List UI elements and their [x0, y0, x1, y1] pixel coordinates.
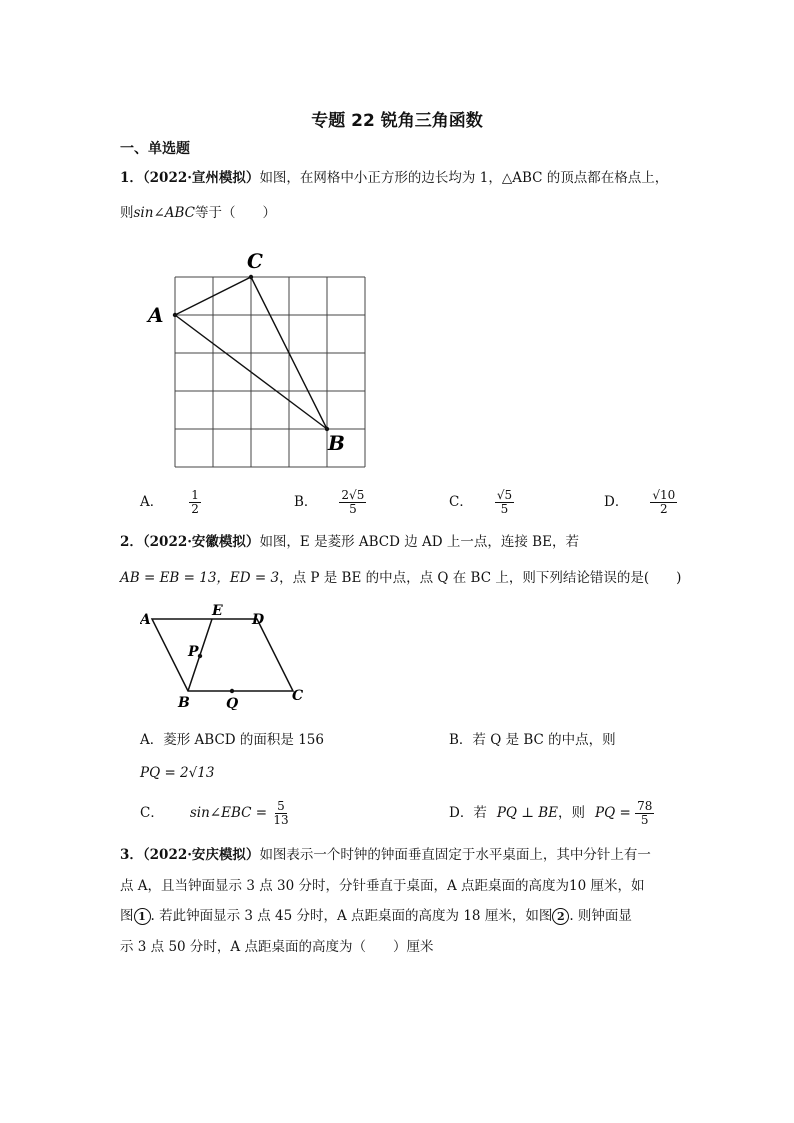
q3-text-3a: 图 — [120, 908, 134, 924]
q2-line2 — [120, 566, 681, 586]
q3-line3 — [120, 904, 632, 925]
option-fraction — [189, 489, 201, 516]
q2-rhombus-figure — [140, 600, 320, 710]
numerator: 5 — [277, 799, 285, 813]
label-c: C — [292, 688, 304, 704]
denominator: 5 — [500, 502, 509, 516]
q2-source: （2022·安徽模拟） — [142, 534, 260, 550]
q1-text: 如图，在网格中小正方形的边长均为 1，△ABC 的顶点都在格点上， — [259, 170, 669, 186]
q2-option-b[interactable]: B．若 Q 是 BC 的中点，则 — [449, 732, 616, 748]
label-c: C — [247, 249, 263, 273]
q2-text: 如图，E 是菱形 ABCD 边 AD 上一点，连接 BE，若 — [259, 534, 579, 550]
q2-line1 — [120, 530, 579, 550]
option-c-fraction — [271, 800, 290, 827]
option-fraction — [339, 489, 366, 516]
q3-text-3c: . 则钟面显 — [569, 908, 632, 924]
q3-line1 — [120, 843, 651, 863]
option-fraction — [650, 489, 677, 516]
numerator: 78 — [637, 799, 653, 813]
label-q: Q — [226, 696, 239, 710]
label-b: B — [328, 431, 345, 455]
q3-text-1: 如图表示一个时钟的钟面垂直固定于水平桌面上，其中分针上有一 — [259, 847, 651, 863]
q1-text-suffix: 等于（ ） — [195, 205, 277, 221]
q2-option-b-math: PQ = 2√13 — [140, 765, 215, 781]
label-a: A — [140, 612, 151, 628]
option-letter: D． — [604, 494, 629, 510]
denominator: 5 — [349, 502, 357, 516]
q1-math: sin∠ABC — [133, 205, 196, 221]
page-title: 专题 22 锐角三角函数 — [311, 111, 483, 131]
q1-number: 1． — [120, 170, 143, 186]
label-d: D — [252, 612, 265, 628]
q2-number: 2． — [120, 534, 143, 550]
option-d-fraction — [635, 800, 654, 827]
q3-text-3b: . 若此钟面显示 3 点 45 分时，A 点距桌面的高度为 18 厘米，如图 — [150, 908, 553, 924]
option-letter: B． — [294, 494, 318, 510]
numerator: 1 — [191, 488, 199, 502]
point-q — [230, 689, 234, 693]
label-p: P — [188, 644, 199, 660]
figure-2-circle: 2 — [552, 908, 569, 925]
q2-option-d[interactable] — [449, 800, 654, 827]
q2-option-a[interactable]: A．菱形 ABCD 的面积是 156 — [140, 732, 324, 748]
q1-text-prefix: 则 — [120, 205, 134, 221]
numerator: √5 — [496, 488, 513, 502]
q1-line1 — [120, 166, 668, 186]
option-d-math1: PQ ⊥ BE — [496, 805, 559, 821]
option-letter: A． — [140, 494, 164, 510]
numerator: √10 — [652, 488, 676, 502]
denominator: 13 — [273, 813, 289, 827]
rhombus-abcd — [152, 619, 293, 691]
label-b: B — [178, 695, 190, 710]
section-heading: 一、单选题 — [120, 141, 190, 157]
denominator: 5 — [640, 813, 649, 827]
option-letter: C． — [449, 494, 473, 510]
label-e: E — [212, 603, 223, 619]
q2-text-2: ，点 P 是 BE 的中点，点 Q 在 BC 上，则下列结论错误的是( ) — [279, 570, 682, 586]
point-a — [173, 313, 177, 317]
label-a: A — [148, 303, 164, 327]
denominator: 2 — [191, 502, 199, 516]
q1-option-c[interactable] — [449, 489, 514, 516]
q1-option-a[interactable] — [140, 489, 201, 516]
q1-option-b[interactable] — [294, 489, 366, 516]
q3-source: （2022·安庆模拟） — [142, 847, 260, 863]
q3-number: 3． — [120, 847, 143, 863]
q3-line2: 点 A，且当钟面显示 3 点 30 分时，分针垂直于桌面，A 点距桌面的高度为10 厘米，如 — [120, 878, 645, 894]
option-letter: D．若 — [449, 805, 487, 821]
figure-1-circle: 1 — [134, 908, 151, 925]
option-d-math2: PQ = — [595, 805, 631, 821]
option-d-mid: ，则 — [558, 805, 586, 821]
q2-math: AB = EB = 13，ED = 3 — [120, 570, 280, 586]
q1-grid-figure — [140, 240, 380, 480]
q2-option-c[interactable] — [140, 800, 291, 827]
option-letter: C． — [140, 805, 164, 821]
q1-line2 — [120, 201, 276, 221]
point-c — [249, 275, 253, 279]
q1-option-d[interactable] — [604, 489, 677, 516]
q3-line4: 示 3 点 50 分时，A 点距桌面的高度为（ ）厘米 — [120, 939, 434, 955]
denominator: 2 — [659, 502, 668, 516]
q1-source: （2022·宣州模拟） — [142, 170, 260, 186]
option-fraction — [495, 489, 514, 516]
option-c-math: sin∠EBC = — [189, 805, 268, 821]
numerator: 2√5 — [341, 488, 365, 502]
